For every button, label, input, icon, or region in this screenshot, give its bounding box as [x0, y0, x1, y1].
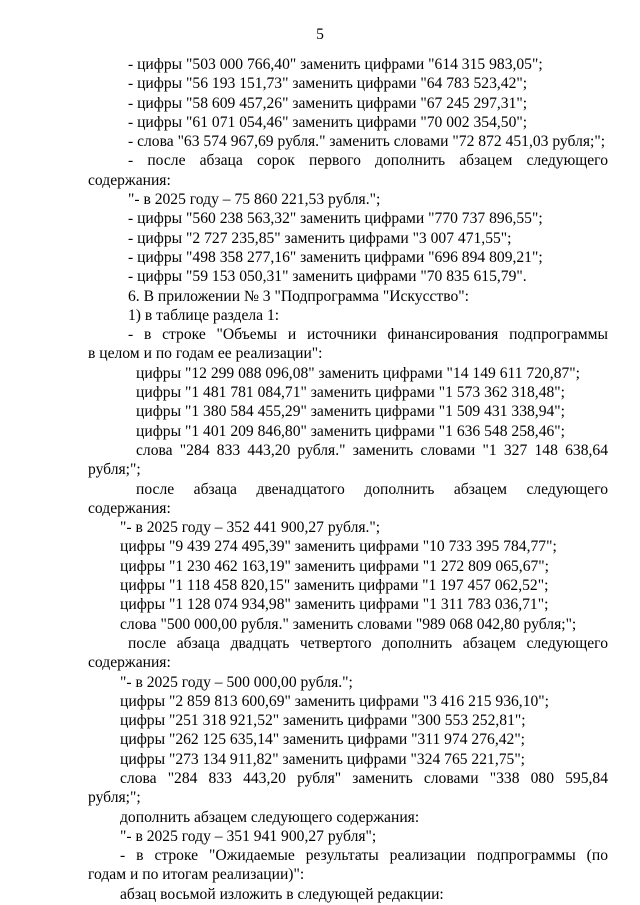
text-line: - цифры "59 153 050,31" заменить цифрами "70 835 615,79".	[128, 268, 527, 286]
text-line: "- в 2025 году – 352 441 900,27 рубля.";	[120, 519, 381, 537]
text-line: слова "500 000,00 рубля." заменить словами "989 068 042,80 рубля;";	[120, 615, 577, 633]
text-line: цифры "9 439 274 495,39" заменить цифрами "10 733 395 784,77";	[120, 538, 557, 556]
text-line: - в строке "Объемы и источники финансирования подпрограммы	[128, 326, 608, 344]
text-line: - цифры "560 238 563,32" заменить цифрами "770 737 896,55";	[128, 210, 543, 228]
text-line: цифры "1 401 209 846,80" заменить цифрами "1 636 548 258,46";	[136, 422, 565, 440]
text-line: - после абзаца сорок первого дополнить абзацем следующего	[128, 152, 608, 170]
text-line: цифры "1 481 781 084,71" заменить цифрами "1 573 362 318,48";	[136, 384, 565, 402]
text-line: дополнить абзацем следующего содержания:	[120, 808, 420, 826]
text-line: содержания:	[88, 171, 171, 189]
text-line: цифры "1 128 074 934,98" заменить цифрами "1 311 783 036,71";	[120, 596, 549, 614]
text-line: абзац восьмой изложить в следующей редакции:	[120, 885, 444, 903]
text-line: цифры "251 318 921,52" заменить цифрами "300 553 252,81";	[120, 712, 526, 730]
text-line: - цифры "503 000 766,40" заменить цифрами "614 315 983,05";	[128, 56, 543, 73]
text-line: - в строке "Ожидаемые результаты реализации подпрограммы (по	[120, 847, 608, 865]
text-line: цифры "262 125 635,14" заменить цифрами "311 974 276,42";	[120, 731, 526, 749]
text-line: годам и по итогам реализации)":	[88, 866, 305, 884]
text-line: - цифры "56 193 151,73" заменить цифрами "64 783 523,42";	[128, 75, 528, 93]
text-line: 6. В приложении № 3 "Подпрограмма "Искусство":	[128, 287, 469, 305]
page-number: 5	[316, 26, 324, 43]
text-line: - цифры "61 071 054,46" заменить цифрами "70 002 354,50";	[128, 113, 528, 131]
text-line: цифры "12 299 088 096,08" заменить цифрами "14 149 611 720,87";	[136, 364, 580, 382]
text-line: содержания:	[88, 654, 171, 672]
text-line: слова "284 833 443,20 рубля." заменить словами "1 327 148 638,64	[136, 441, 608, 459]
text-line: рубля;";	[88, 461, 141, 479]
text-line: "- в 2025 году – 500 000,00 рубля.";	[120, 673, 353, 691]
text-line: содержания:	[88, 499, 171, 517]
text-line: 1) в таблице раздела 1:	[128, 306, 280, 324]
text-line: - цифры "2 727 235,85" заменить цифрами "3 007 471,55";	[128, 229, 512, 247]
text-line: цифры "1 230 462 163,19" заменить цифрами "1 272 809 065,67";	[120, 557, 549, 575]
text-line: "- в 2025 году – 351 941 900,27 рубля";	[120, 827, 377, 845]
document-body	[88, 55, 608, 904]
text-line: цифры "1 118 458 820,15" заменить цифрами "1 197 457 062,52";	[120, 577, 549, 595]
text-line: цифры "273 134 911,82" заменить цифрами "324 765 221,75";	[120, 750, 526, 768]
text-line: рубля;";	[88, 789, 141, 807]
text-line: цифры "1 380 584 455,29" заменить цифрами "1 509 431 338,94";	[136, 403, 565, 421]
text-line: - слова "63 574 967,69 рубля." заменить словами "72 872 451,03 рубля;";	[128, 133, 606, 151]
text-line: "- в 2025 году – 75 860 221,53 рубля.";	[128, 191, 381, 209]
text-line: слова "284 833 443,20 рубля" заменить словами "338 080 595,84	[120, 769, 608, 787]
text-line: - цифры "58 609 457,26" заменить цифрами "67 245 297,31";	[128, 94, 528, 112]
text-line: - цифры "498 358 277,16" заменить цифрами "696 894 809,21";	[128, 248, 543, 266]
text-line: после абзаца двенадцатого дополнить абзацем следующего	[136, 480, 608, 498]
text-line: в целом и по годам ее реализации":	[88, 345, 323, 363]
text-line: после абзаца двадцать четвертого дополнить абзацем следующего	[128, 634, 608, 652]
text-line: цифры "2 859 813 600,69" заменить цифрами "3 416 215 936,10";	[120, 692, 549, 710]
